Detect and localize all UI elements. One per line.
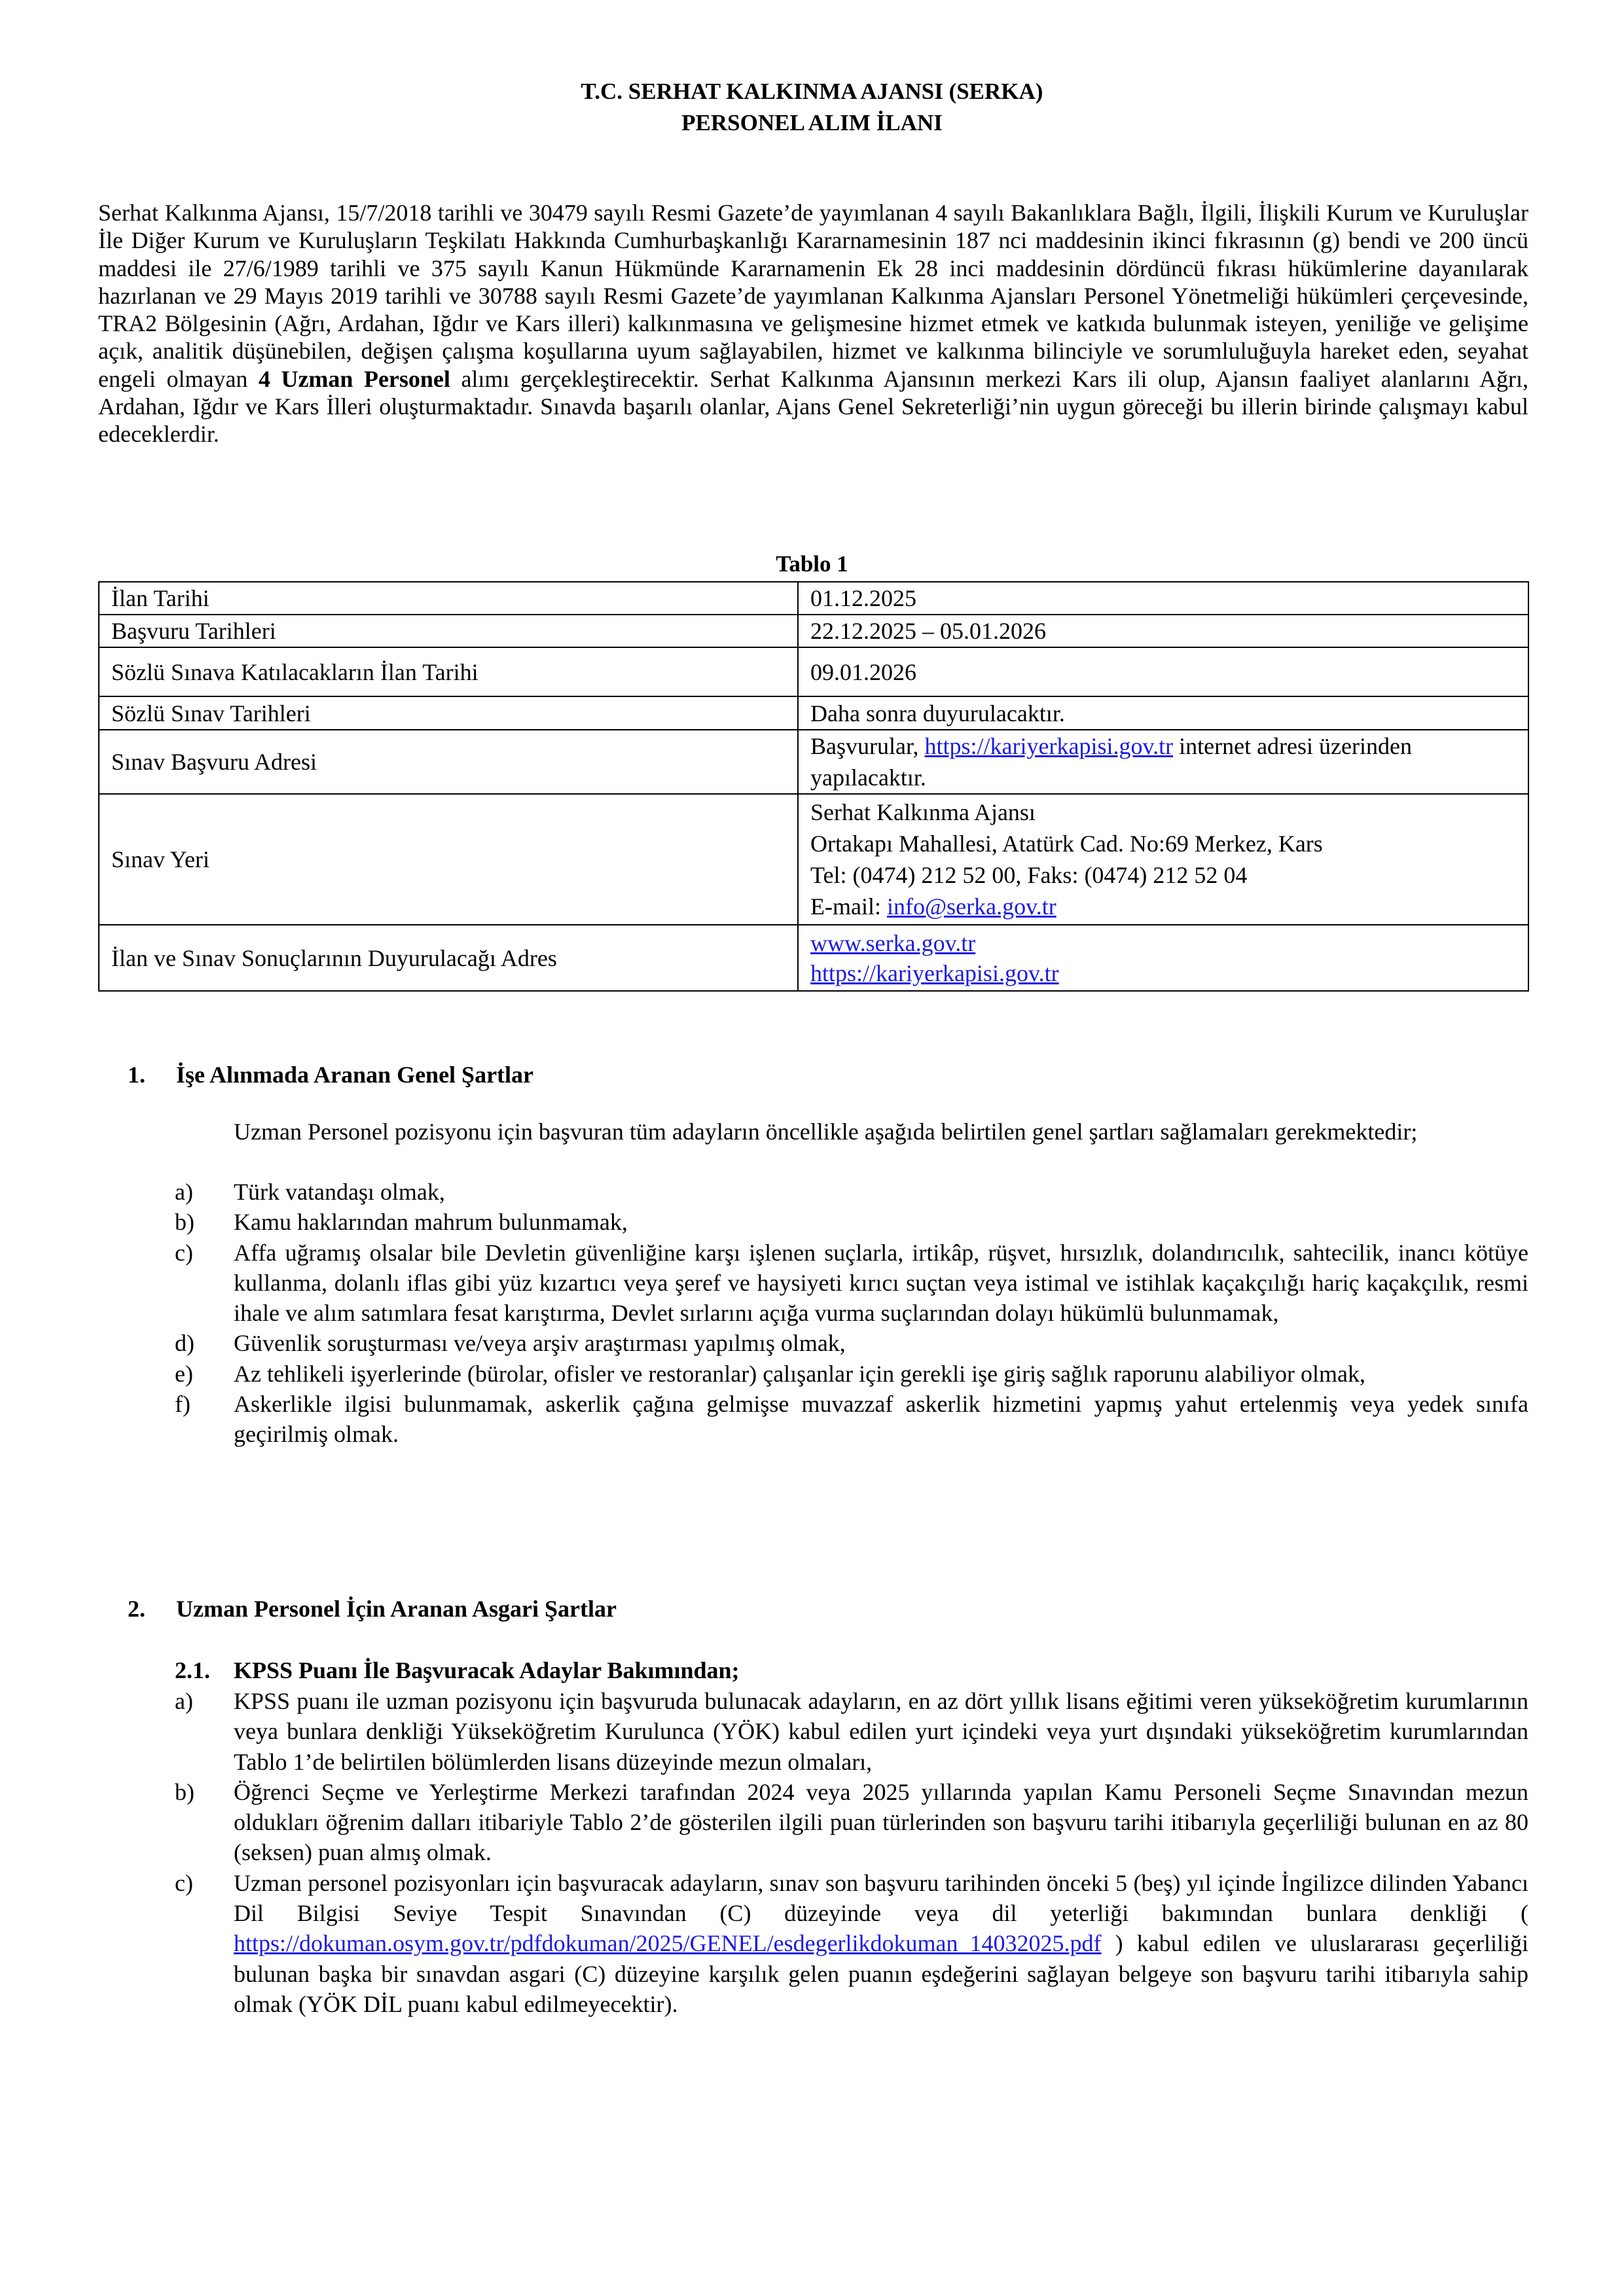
list-item [175,1868,1528,2019]
exam-place-line: Tel: (0474) 212 52 00, Faks: (0474) 212 52 04 [810,862,1248,888]
list-item-label: b) [175,1209,194,1236]
list-item-text-post: ) kabul edilen ve uluslararası geçerliliği bulunan başka bir sınavdan asgari (C) düzeyine karşılık gelen puanın eşdeğerini sağlayan belgeye son başvuru tarihi itibarıyla sahip olmak (YÖK DİL puanı kabul edilmeyecektir). [234,1930,1529,2017]
table-row [99,647,1528,696]
section-1-list [175,1177,1528,1450]
subsection-2-1-heading [175,1656,740,1685]
equivalence-document-link[interactable]: https://dokuman.osym.gov.tr/pdfdokuman/2025/GENEL/esdegerlikdokuman_14032025.pdf [234,1930,1102,1957]
exam-place-email-line [810,891,1516,922]
section-1-number: 1. [128,1062,145,1088]
application-text-pre: Başvurular, [810,733,919,759]
exam-place-line: Serhat Kalkınma Ajansı [810,799,1036,825]
list-item [175,1328,1528,1358]
exam-place-line: Ortakapı Mahallesi, Atatürk Cad. No:69 Merkez, Kars [810,831,1323,857]
table-cell-label: Sınav Yeri [99,794,798,925]
website-link[interactable]: www.serka.gov.tr [810,929,976,956]
list-item-label: c) [175,1869,193,1896]
subsection-2-1-title: KPSS Puanı İle Başvuracak Adaylar Bakımından; [234,1657,740,1683]
table-cell-value: 22.12.2025 – 05.01.2026 [798,615,1528,647]
table-row [99,615,1528,647]
list-item-label: c) [175,1239,193,1266]
list-item-label: a) [175,1179,193,1205]
table-cell-label: Sınav Başvuru Adresi [99,730,798,794]
document-title-line1: T.C. SERHAT KALKINMA AJANSI (SERKA) [581,79,1043,104]
list-item [175,1207,1528,1237]
section-1-title: İşe Alınmada Aranan Genel Şartlar [176,1062,534,1088]
table-cell-value: Daha sonra duyurulacaktır. [798,696,1528,730]
document-title-line2: PERSONEL ALIM İLANI [681,110,943,135]
list-item [175,1686,1528,1777]
intro-bold-position: 4 Uzman Personel [258,365,450,392]
application-url-link[interactable]: https://kariyerkapisi.gov.tr [924,733,1174,759]
section-1-heading [128,1060,533,1089]
table-cell-value: 09.01.2026 [798,647,1528,696]
list-item-label: a) [175,1688,193,1714]
list-item-text: Az tehlikeli işyerlerinde (bürolar, ofisler ve restoranlar) çalışanlar için gerekli işe giriş sağlık raporunu alabiliyor olmak, [234,1360,1365,1387]
table-cell-label: Başvuru Tarihleri [99,615,798,647]
table-row [99,730,1528,794]
list-item-text: Kamu haklarından mahrum bulunmamak, [234,1209,628,1236]
table-cell-label: Sözlü Sınava Katılacakların İlan Tarihi [99,647,798,696]
email-link[interactable]: info@serka.gov.tr [886,893,1056,920]
list-item-label: e) [175,1360,193,1387]
section-1-intro: Uzman Personel pozisyonu için başvuran tüm adayların öncellikle aşağıda belirtilen genel şartları sağlamaları gerekmektedir; [234,1119,1418,1145]
section-2-number: 2. [128,1596,145,1622]
list-item-text: KPSS puanı ile uzman pozisyonu için başvuruda bulunacak adayların, en az dört yıllık lisans eğitimi veren yükseköğretim kurumlarının veya bunlara denkliği Yükseköğretim Kurulunca (YÖK) kabul edilen yurt içindeki veya yurt dışındaki yükseköğretim kurumlarından Tablo 1’de belirtilen bölümlerden lisans düzeyinde mezun olmaları, [234,1688,1528,1775]
list-item [175,1238,1528,1329]
intro-text-part2: alımı gerçekleştirecektir. Serhat Kalkınma Ajansının merkezi Kars ili olup, Ajansın faaliyet alanlarını Ağrı, Ardahan, Iğdır ve Kars İlleri oluşturmaktadır. Sınavda başarılı olanlar, Ajans Genel Sekreterliği’nin uygun göreceği bu illerin birinde çalışmayı kabul edeceklerdir. [98,365,1529,448]
table-row [99,794,1528,925]
table-cell-label: Sözlü Sınav Tarihleri [99,696,798,730]
table-cell-label: İlan ve Sınav Sonuçlarının Duyurulacağı Adres [99,925,798,991]
intro-text-part1: Serhat Kalkınma Ajansı, 15/7/2018 tarihli ve 30479 sayılı Resmi Gazete’de yayımlanan 4 sayılı Bakanlıklara Bağlı, İlgili, İlişkili Kurum ve Kuruluşlar İle Diğer Kurum ve Kuruluşların Teşkilatı Hakkında Cumhurbaşkanlığı Kararnamesinin 187 nci maddesinin ikinci fıkrasının (g) bendi ve 200 üncü maddesi ile 27/6/1989 tarihli ve 375 sayılı Kanun Hükmünde Kararnamenin Ek 28 inci maddesinin dördüncü fıkrası hükümlerine dayanılarak hazırlanan ve 29 Mayıs 2019 tarihli ve 30788 sayılı Resmi Gazete’de yayımlanan Kalkınma Ajansları Personel Yönetmeliği hükümleri çerçevesinde, TRA2 Bölgesinin (Ağrı, Ardahan, Iğdır ve Kars illeri) kalkınmasına ve gelişmesine hizmet etmek ve katkıda bulunmak isteyen, yeniliğe ve gelişime açık, analitik düşünebilen, değişen çalışma koşullarına uyum sağlayabilen, hizmet ve kalkınma bilinciyle ve sorumluluğuyla hareket eden, seyahat engeli olmayan [98,200,1528,392]
career-portal-link[interactable]: https://kariyerkapisi.gov.tr [810,960,1059,986]
list-item [175,1389,1528,1450]
list-item-label: f) [175,1391,190,1418]
table-row [99,582,1528,615]
list-item-label: b) [175,1778,194,1805]
section-2-title: Uzman Personel İçin Aranan Asgari Şartlar [176,1596,617,1622]
list-item-label: d) [175,1330,194,1357]
list-item [175,1777,1528,1868]
table-row [99,925,1528,991]
list-item-text: Askerlikle ilgisi bulunmamak, askerlik çağına gelmişse muvazzaf askerlik hizmetini yapmış yahut ertelenmiş veya yedek sınıfa geçirilmiş olmak. [234,1391,1528,1448]
list-item [175,1177,1528,1207]
intro-paragraph [98,199,1528,448]
table-cell-value [798,730,1528,794]
list-item-text-pre: Uzman personel pozisyonları için başvuracak adayların, sınav son başvuru tarihinden önceki 5 (beş) yıl içinde İngilizce dilinden Yabancı Dil Bilgisi Seviye Tespit Sınavından (C) düzeyinde veya dil yeterliği bakımından bunlara denkliği ( [234,1869,1528,1927]
table-cell-value [798,925,1528,991]
section-2-heading [128,1594,617,1623]
list-item-text: Güvenlik soruşturması ve/veya arşiv araştırması yapılmış olmak, [234,1330,846,1357]
section-2-1-list [175,1686,1528,2019]
application-text-post: internet adresi üzerinden yapılacaktır. [810,733,1412,791]
table-row [99,696,1528,730]
list-item-text: Türk vatandaşı olmak, [234,1179,445,1205]
list-item-text: Affa uğramış olsalar bile Devletin güvenliğine karşı işlenen suçlarla, irtikâp, rüşvet, hırsızlık, dolandırıcılık, sahtecilik, inancı kötüye kullanma, dolanlı iflas gibi yüz kızartıcı veya şeref ve haysiyeti kırıcı suçtan veya istimal ve istihlak kaçakçılığı hariç kaçakçılık, resmi ihale ve alım satımlara fesat karıştırma, Devlet sırlarını açığa vurma suçlarından dolayı hükümlü bulunmamak, [234,1239,1528,1327]
table-cell-label: İlan Tarihi [99,582,798,615]
email-label: E-mail: [810,893,881,920]
announcement-table [98,581,1529,992]
table-cell-value: 01.12.2025 [798,582,1528,615]
list-item-text: Öğrenci Seçme ve Yerleştirme Merkezi tarafından 2024 veya 2025 yıllarında yapılan Kamu Personeli Seçme Sınavından mezun oldukları öğrenim dalları itibariyle Tablo 2’de gösterilen ilgili puan türlerinden son başvuru tarihi itibarıyla geçerliliği bulunan en az 80 (seksen) puan almış olmak. [234,1778,1528,1866]
list-item [175,1359,1528,1389]
table-caption: Tablo 1 [776,551,848,577]
table-cell-value [798,794,1528,925]
subsection-2-1-number: 2.1. [175,1657,210,1683]
